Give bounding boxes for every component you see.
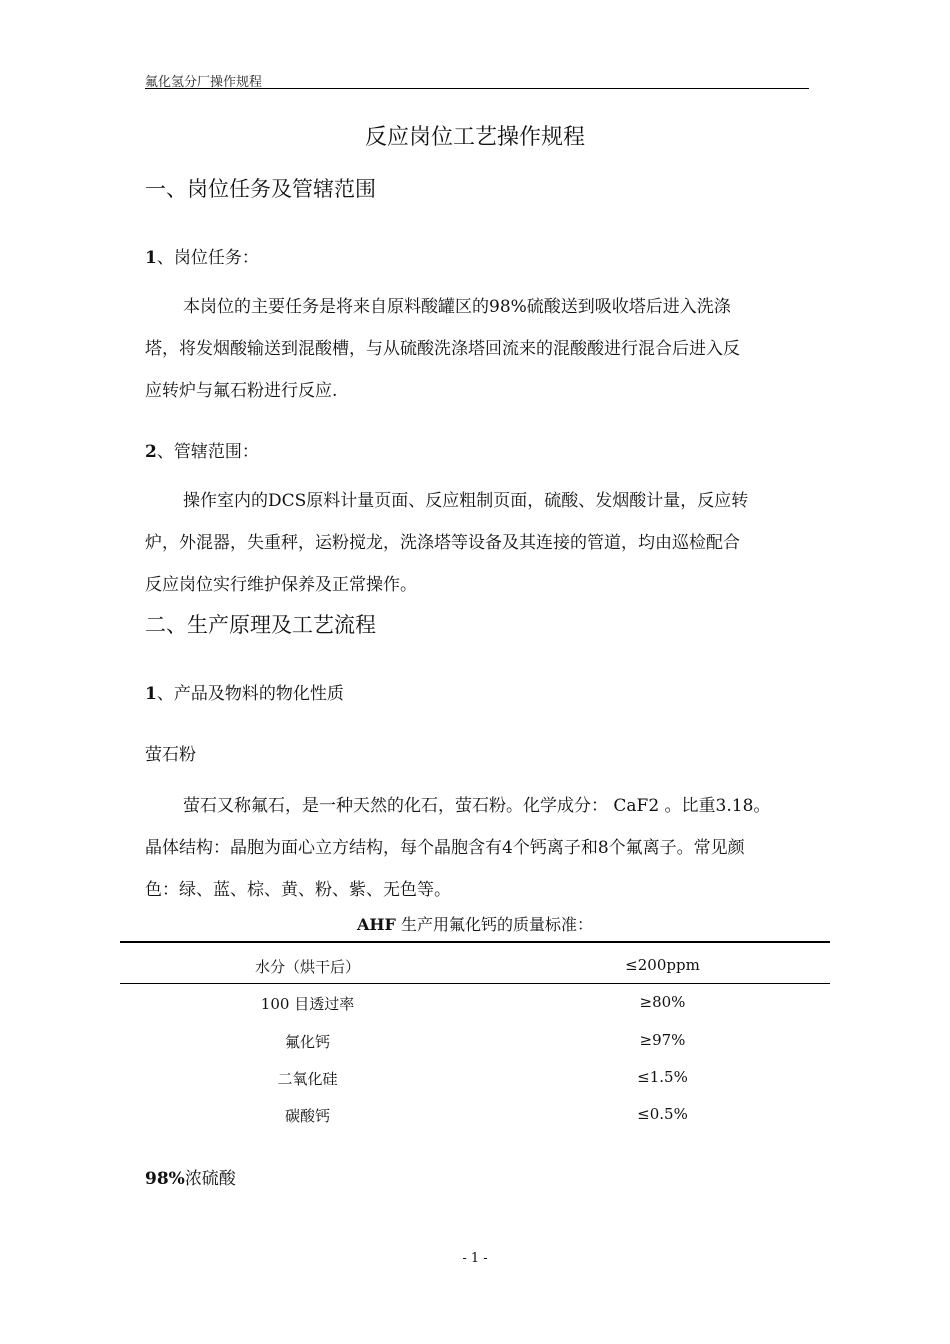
- table-cell: ≤1.5%: [637, 1068, 688, 1086]
- paragraph-line: 操作室内的DCS原料计量页面、反应粗制页面，硫酸、发烟酸计量，反应转: [183, 491, 749, 511]
- paragraph-line: 反应岗位实行维护保养及正常操作。: [145, 575, 417, 595]
- section1-paragraph1: [145, 286, 815, 412]
- table-caption: [0, 912, 950, 935]
- table-cell: 碳酸钙: [284, 1107, 330, 1125]
- paragraph-line: 晶体结构：晶胞为面心立方结构，每个晶胞含有4个钙离子和8个氟离子。常见颜: [145, 838, 745, 858]
- table-header-rule: [120, 983, 830, 984]
- section1-sub2-heading: [145, 437, 259, 462]
- section2-sub1-number: 1: [145, 684, 157, 704]
- table-cell: ≥97%: [639, 1031, 686, 1049]
- table-cell: 二氧化硅: [277, 1070, 338, 1088]
- table-cell: ≥80%: [639, 993, 686, 1011]
- section2-sub1-label: 、产品及物料的物化性质: [156, 684, 344, 704]
- document-title: 反应岗位工艺操作规程: [364, 125, 585, 150]
- section1-sub1-heading: [145, 243, 259, 268]
- paragraph-line: 应转炉与氟石粉进行反应.: [145, 381, 338, 401]
- table-caption-text: 生产用氟化钙的质量标准：: [395, 915, 593, 934]
- header-divider: [145, 88, 809, 89]
- table-header-cell: 水分（烘干后）: [254, 958, 360, 976]
- paragraph-line: 炉，外混器，失重秤，运粉搅龙，洗涤塔等设备及其连接的管道，均由巡检配合: [145, 533, 740, 553]
- section1-sub2-label: 、管辖范围：: [156, 442, 259, 462]
- page-number: - 1 -: [462, 1251, 488, 1266]
- section1-sub2-number: 2: [145, 442, 157, 462]
- material-sulfuric-acid-heading: [145, 1164, 236, 1189]
- section1-paragraph2: [145, 480, 815, 606]
- material-sulfuric-acid-text: 浓硫酸: [184, 1169, 236, 1189]
- paragraph-line: 本岗位的主要任务是将来自原料酸罐区的98%硫酸送到吸收塔后进入洗涤: [183, 297, 731, 317]
- section2-heading: 二、生产原理及工艺流程: [145, 613, 376, 637]
- table-top-rule: [120, 941, 830, 943]
- section1-sub1-label: 、岗位任务：: [156, 248, 259, 268]
- section2-sub1-heading: [145, 679, 344, 704]
- table-cell: ≤0.5%: [637, 1105, 688, 1123]
- paragraph-line: 萤石又称氟石，是一种天然的化石，萤石粉。化学成分： CaF2 。比重3.18。: [183, 796, 771, 816]
- section2-paragraph: [145, 785, 815, 911]
- page-header-text: 氟化氢分厂操作规程: [145, 75, 263, 90]
- table-caption-bold: AHF: [357, 915, 396, 934]
- material-sulfuric-acid-bold: 98%: [145, 1169, 185, 1189]
- table-cell: 100 目透过率: [260, 995, 355, 1013]
- paragraph-line: 色：绿、蓝、棕、黄、粉、紫、无色等。: [145, 880, 451, 900]
- section1-sub1-number: 1: [145, 248, 157, 268]
- paragraph-line: 塔，将发烟酸输送到混酸槽，与从硫酸洗涤塔回流来的混酸酸进行混合后进入反: [145, 339, 740, 359]
- section1-heading: 一、岗位任务及管辖范围: [145, 177, 376, 201]
- table-header-cell: ≤200ppm: [625, 956, 700, 974]
- table-cell: 氟化钙: [284, 1033, 330, 1051]
- material-fluorite-heading: 萤石粉: [145, 745, 196, 765]
